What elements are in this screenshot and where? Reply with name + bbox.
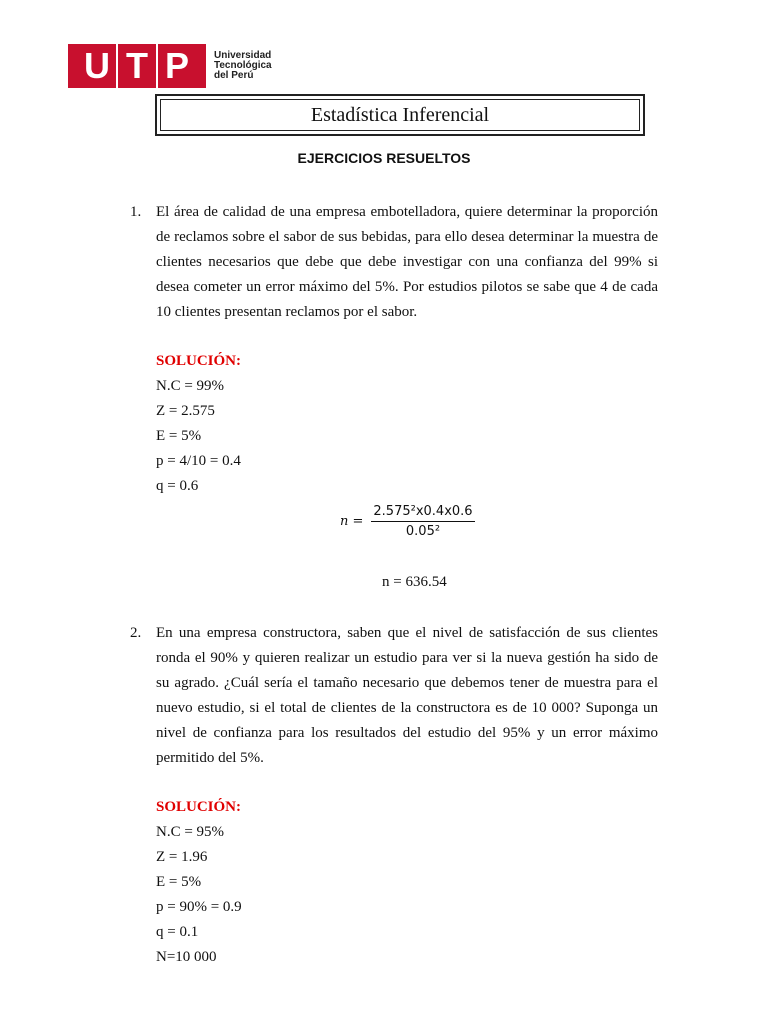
formula-numerator: 2.575²x0.4x0.6 [371, 504, 474, 522]
solution-line: p = 4/10 = 0.4 [156, 453, 241, 469]
logo-letter-t: T [126, 45, 148, 86]
logo-badge [68, 44, 206, 88]
solution-label: SOLUCIÓN: [156, 799, 242, 815]
problem-1-result: n = 636.54 [382, 574, 447, 590]
problem-1-solution [156, 349, 241, 499]
solution-line: p = 90% = 0.9 [156, 899, 242, 915]
problem-2-number: 2. [130, 625, 142, 641]
problem-1-statement: El área de calidad de una empresa embotelladora, quiere determinar la proporción de reclamos sobre el sabor de sus bebidas, para ello desea determinar la muestra de clientes necesarios que debe que debe investigar con una confianza del 99% si desea cometer un error máximo del 5%. Por estudios pilotos se sabe que 4 de cada 10 clientes presentan reclamos por el sabor. [156, 204, 658, 320]
problem-2-statement: En una empresa constructora, saben que el nivel de satisfacción de sus clientes ronda el 90% y quieren realizar un estudio para ver si la nueva gestión ha sido de su agrado. ¿Cuál sería el tamaño necesario que debemos tener de muestra para el nuevo estudio, si el total de clientes de la constructora es de 10 000? Suponga un nivel de confianza para los resultados del estudio del 95% y un error máximo permitido del 5%. [156, 625, 658, 766]
solution-line: N.C = 99% [156, 378, 225, 394]
logo-letter-p: P [164, 45, 189, 86]
solution-line: N=10 000 [156, 949, 217, 965]
solution-line: Z = 2.575 [156, 403, 215, 419]
formula-denominator: 0.05² [405, 524, 441, 539]
section-heading: EJERCICIOS RESUELTOS [297, 150, 471, 166]
solution-label: SOLUCIÓN: [156, 353, 242, 369]
page-title: Estadística Inferencial [160, 99, 640, 131]
logo-letter-u: U [84, 45, 110, 86]
solution-line: N.C = 95% [156, 824, 225, 840]
title-frame [155, 94, 645, 136]
solution-line: q = 0.1 [156, 924, 199, 940]
formula-fraction [371, 504, 474, 539]
problem-1-number: 1. [130, 204, 142, 220]
sample-size-formula [340, 504, 475, 539]
solution-line: q = 0.6 [156, 478, 199, 494]
logo-wordmark: Universidad Tecnológica del Perú [214, 50, 272, 81]
solution-line: E = 5% [156, 874, 202, 890]
problem-2-solution [156, 795, 242, 970]
formula-lhs: n = [340, 514, 364, 529]
solution-line: Z = 1.96 [156, 849, 208, 865]
solution-line: E = 5% [156, 428, 202, 444]
utp-logo [68, 44, 272, 88]
